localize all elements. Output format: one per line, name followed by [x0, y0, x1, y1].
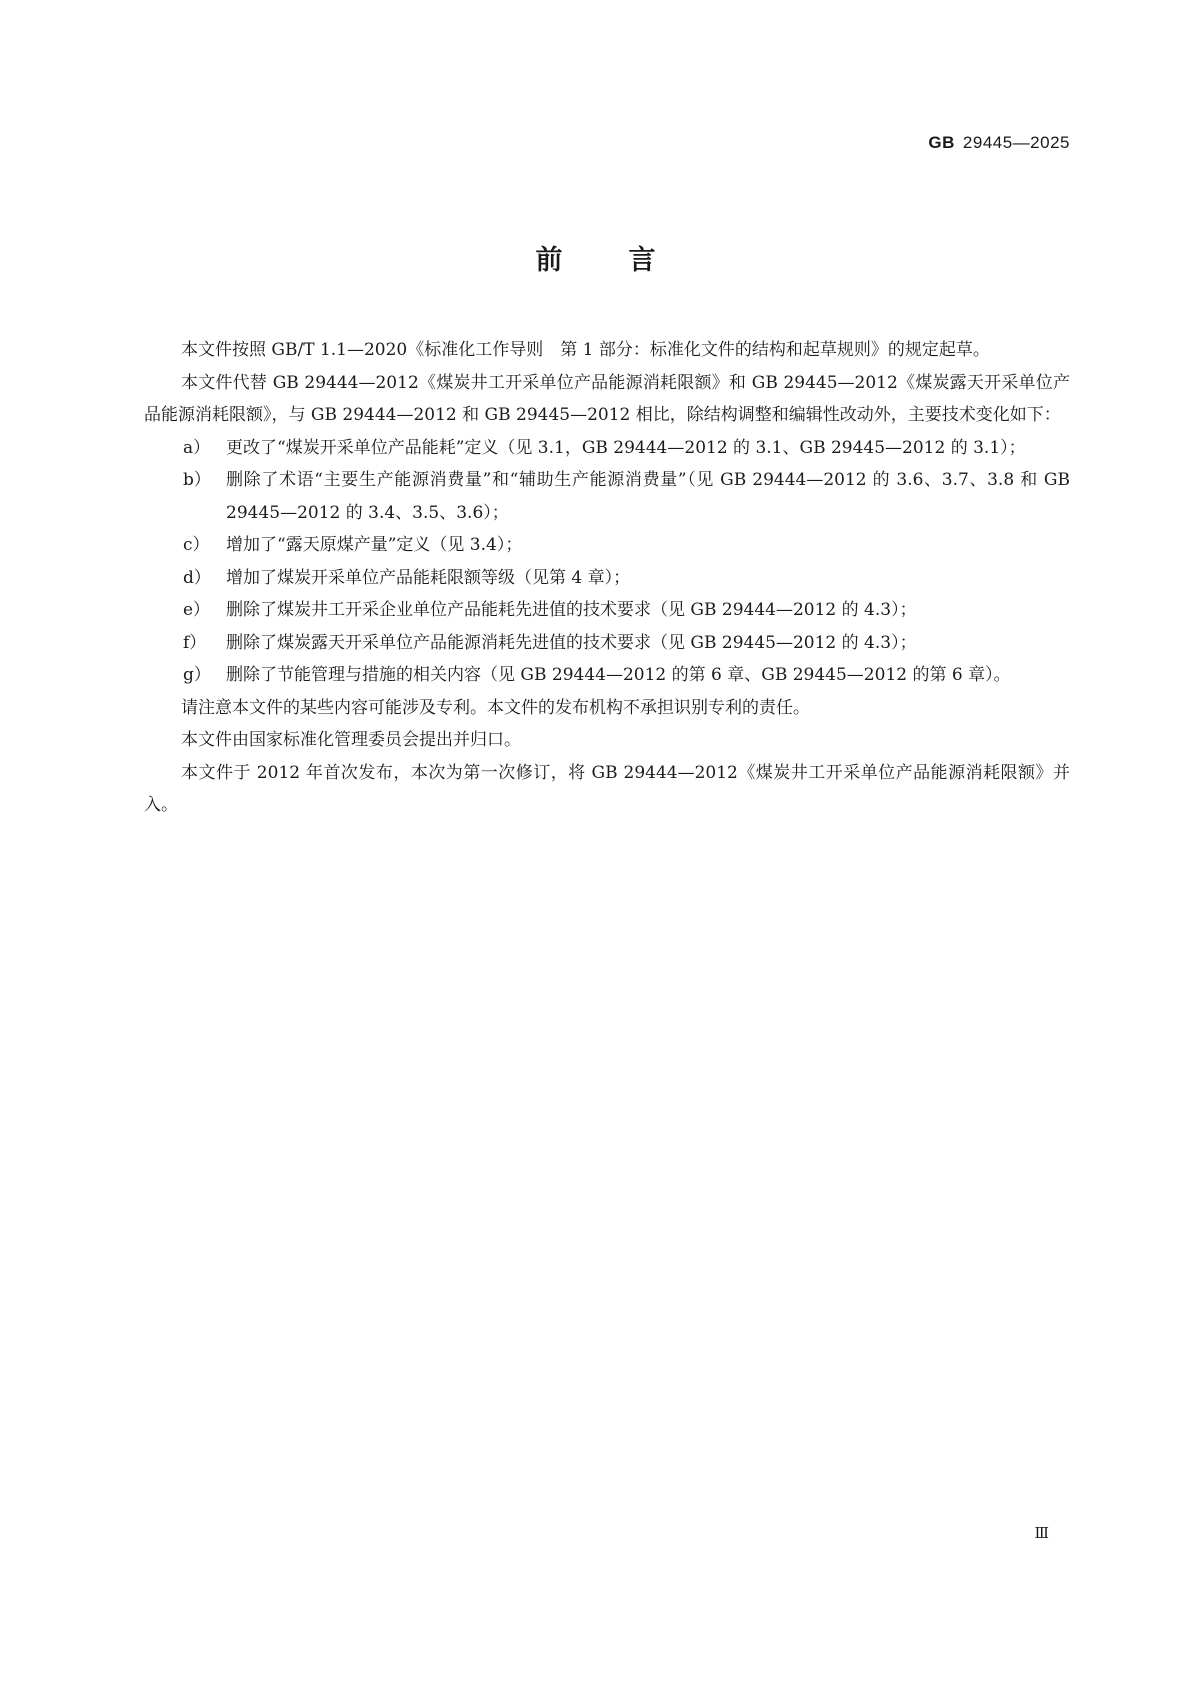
- list-marker: e）: [183, 600, 211, 620]
- list-item-text: 删除了煤炭露天开采单位产品能源消耗先进值的技术要求（见 GB 29445—2012 的 4.3）；: [226, 632, 917, 653]
- list-item: [144, 529, 1070, 562]
- list-item-text: 删除了煤炭井工开采企业单位产品能耗先进值的技术要求（见 GB 29444—2012 的 4.3）；: [226, 600, 917, 620]
- foreword-body: [144, 334, 1070, 822]
- list-marker: c）: [183, 535, 210, 555]
- paragraph-history: 本文件于 2012 年首次发布，本次为第一次修订，将 GB 29444—2012《煤炭井工开采单位产品能源消耗限额》并入。: [144, 762, 1070, 815]
- paragraph-patent-notice: 请注意本文件的某些内容可能涉及专利。本文件的发布机构不承担识别专利的责任。: [181, 697, 810, 718]
- list-item-text: 删除了术语“主要生产能源消费量”和“辅助生产能源消费量”（见 GB 29444—2012 的 3.6、3.7、3.8 和 GB 29445—2012 的 3.4、3.5、3.6）；: [226, 470, 1070, 523]
- standard-number: 29445—2025: [962, 133, 1070, 152]
- paragraph-replacement: 本文件代替 GB 29444—2012《煤炭井工开采单位产品能源消耗限额》和 GB 29445—2012《煤炭露天开采单位产品能源消耗限额》，与 GB 29444—2012 和 GB 29445—2012 相比，除结构调整和编辑性改动外，主要技术变化如下：: [144, 372, 1070, 425]
- page-title: [0, 238, 1191, 277]
- list-item: [144, 562, 1070, 595]
- list-marker: g）: [183, 665, 211, 685]
- standard-prefix: GB: [928, 133, 955, 152]
- list-item-text: 删除了节能管理与措施的相关内容（见 GB 29444—2012 的第 6 章、GB 29445—2012 的第 6 章）。: [226, 665, 1011, 685]
- paragraph-drafting-rules: 本文件按照 GB/T 1.1—2020《标准化工作导则 第 1 部分：标准化文件的结构和起草规则》的规定起草。: [181, 340, 990, 360]
- standard-code: [928, 133, 1070, 153]
- title-char-2: 言: [628, 245, 656, 276]
- list-item: [144, 432, 1070, 465]
- list-item: [144, 594, 1070, 627]
- list-item-text: 增加了煤炭开采单位产品能耗限额等级（见第 4 章）；: [226, 567, 631, 588]
- list-item-text: 增加了“露天原煤产量”定义（见 3.4）；: [226, 535, 523, 555]
- list-marker: a）: [183, 437, 211, 458]
- list-marker: b）: [183, 470, 211, 490]
- list-item: [144, 659, 1070, 692]
- title-char-1: 前: [535, 245, 563, 276]
- list-marker: d）: [183, 567, 211, 588]
- list-item-text: 更改了“煤炭开采单位产品能耗”定义（见 3.1，GB 29444—2012 的 3.1、GB 29445—2012 的 3.1）；: [226, 437, 1026, 458]
- list-item: [144, 464, 1070, 529]
- page-number: Ⅲ: [1034, 1524, 1049, 1542]
- list-item: [144, 627, 1070, 660]
- changes-list: [144, 432, 1070, 692]
- list-marker: f）: [183, 632, 207, 653]
- paragraph-proposer: 本文件由国家标准化管理委员会提出并归口。: [181, 730, 521, 750]
